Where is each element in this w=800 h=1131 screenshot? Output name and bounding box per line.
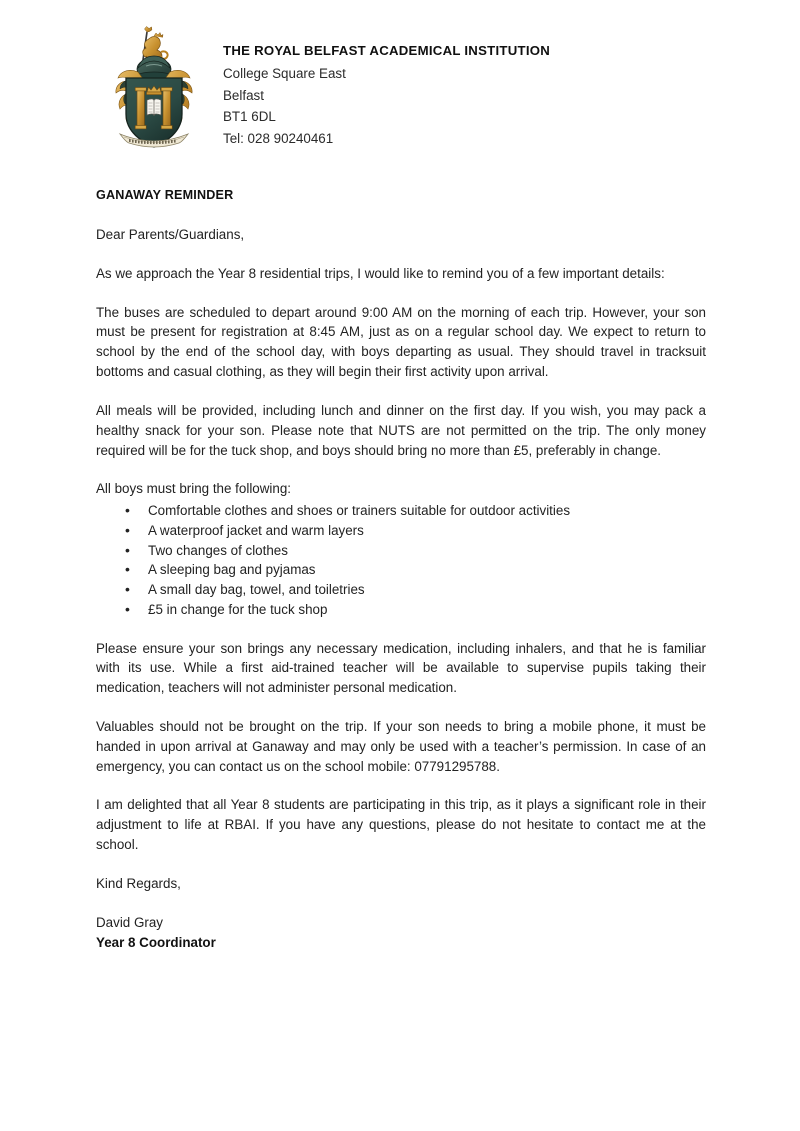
signature-block [96, 913, 706, 953]
list-item: • A sleeping bag and pyjamas [96, 560, 706, 580]
signature-name: David Gray [96, 914, 163, 930]
list-item: • Two changes of clothes [96, 541, 706, 561]
signature-role: Year 8 Coordinator [96, 934, 216, 950]
address-line-1: College Square East [223, 65, 346, 81]
paragraph-closing-remarks: I am delighted that all Year 8 students are participating in this trip, as it plays a significant role in their adjustment to life at RBAI. If you have any questions, please do not hesitate to contact me at the school. [96, 797, 706, 853]
list-item: • £5 in change for the tuck shop [96, 600, 706, 620]
kit-list-intro: All boys must bring the following: [96, 481, 292, 497]
address-line-2: Belfast [223, 87, 264, 103]
address-postcode: BT1 6DL [223, 109, 276, 125]
crest-crown-icon [147, 86, 162, 95]
school-identity-block [223, 22, 550, 150]
school-crest-icon [102, 22, 206, 154]
list-item: • A small day bag, towel, and toiletries [96, 580, 706, 600]
kit-list [96, 501, 706, 619]
salutation: Dear Parents/Guardians, [96, 227, 245, 242]
list-item: • Comfortable clothes and shoes or trainers suitable for outdoor activities [96, 501, 706, 521]
paragraph-medication: Please ensure your son brings any necessary medication, including inhalers, and that he is familiar with its use. While a first aid-trained teacher will be available to supervise pupils taking their medication, teachers will not administer personal medication. [96, 640, 706, 696]
crest-shield-icon [126, 78, 182, 147]
list-item: • A waterproof jacket and warm layers [96, 521, 706, 541]
paragraph-intro: As we approach the Year 8 residential trips, I would like to remind you of a few important details: [96, 265, 665, 281]
letter-body [96, 188, 706, 952]
school-name: THE ROYAL BELFAST ACADEMICAL INSTITUTION [223, 43, 551, 58]
closing: Kind Regards, [96, 875, 181, 891]
telephone: Tel: 028 90240461 [223, 130, 334, 146]
crest-book-icon [147, 99, 161, 116]
paragraph-valuables: Valuables should not be brought on the trip. If your son needs to bring a mobile phone, it must be handed in upon arrival at Ganaway and may only be used with a teacher’s permission. In case of an emergency, you can contact us on the school mobile: 07791295788. [96, 718, 706, 774]
paragraph-meals: All meals will be provided, including lunch and dinner on the first day. If you wish, you may pack a healthy snack for your son. Please note that NUTS are not permitted on the trip. The only money required will be for the tuck shop, and boys should bring no more than £5, preferably in change. [96, 402, 706, 458]
school-address [223, 63, 550, 150]
letterhead [96, 22, 716, 154]
paragraph-travel: The buses are scheduled to depart around 9:00 AM on the morning of each trip. However, your son must be present for registration at 8:45 AM, just as on a regular school day. We expect to return to school by the end of the school day, with boys departing as usual. They should travel in tracksuit bottoms and casual clothing, as they will begin their first activity upon arrival. [96, 304, 706, 380]
document-heading: GANAWAY REMINDER [96, 188, 234, 202]
